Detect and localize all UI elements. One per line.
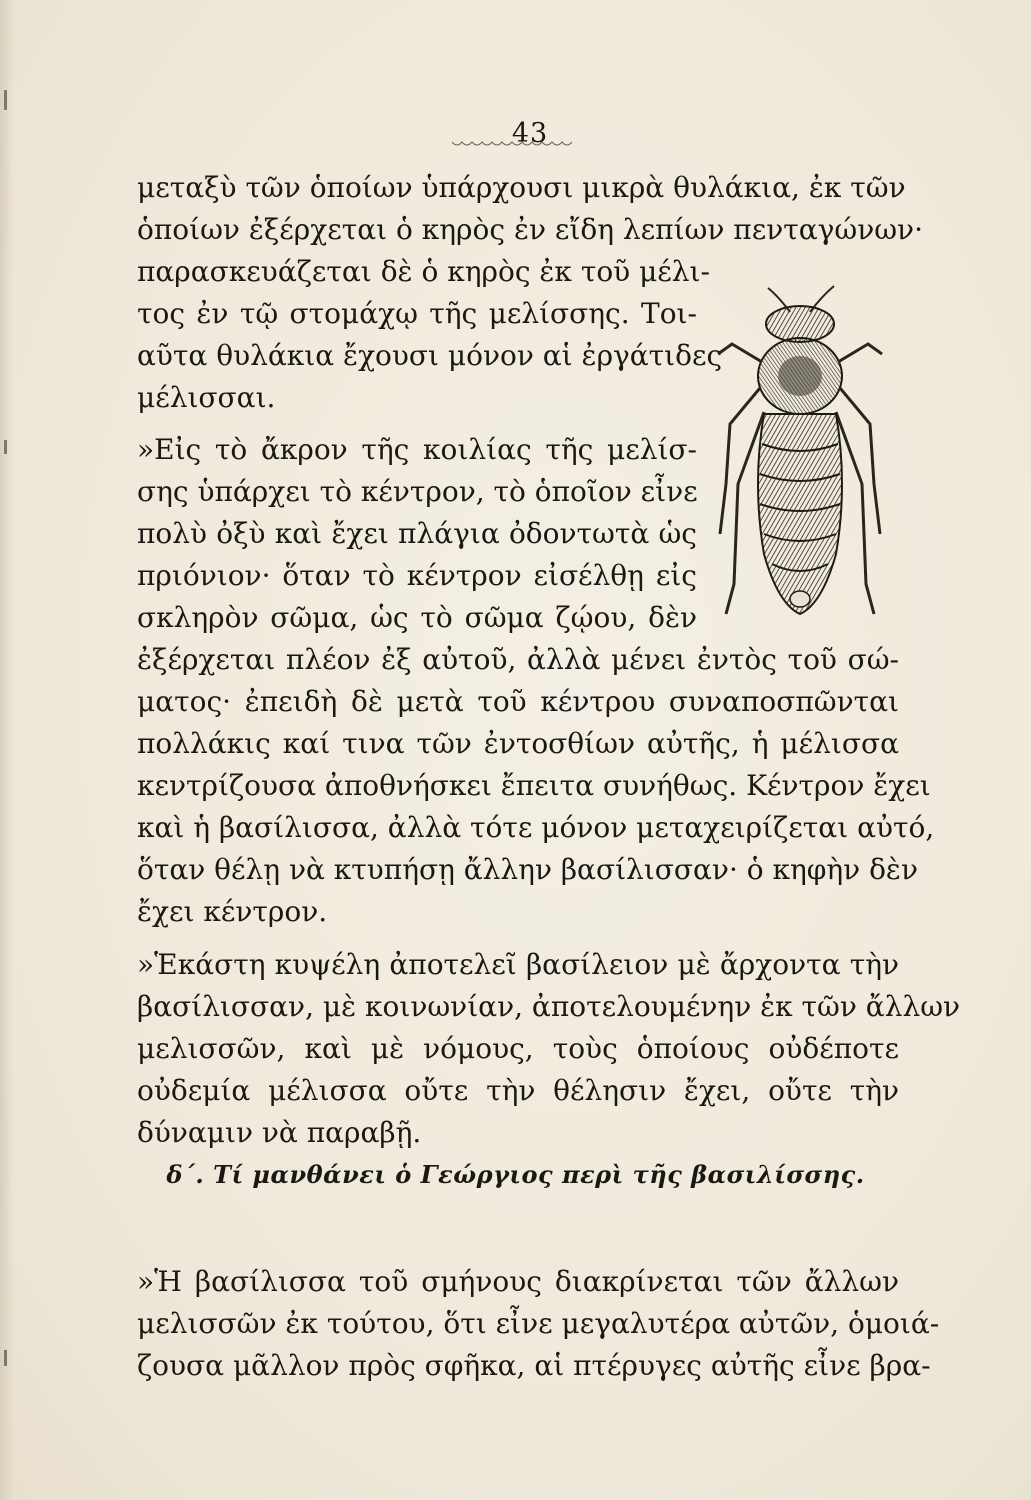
text-line: σκληρὸν σῶμα, ὡς τὸ σῶμα ζῴου, δὲν — [137, 601, 697, 634]
text-line: »Ἡ βασίλισσα τοῦ σμήνους διακρίνεται τῶν ἄλλων — [137, 1265, 899, 1298]
text-line: »Ἑκάστη κυψέλη ἀποτελεῖ βασίλειον μὲ ἄρχοντα τὴν — [137, 948, 899, 981]
text-line: πριόνιον· ὅταν τὸ κέντρον εἰσέλθῃ εἰς — [137, 559, 697, 592]
text-line: ἔχει κέντρον. — [137, 895, 328, 928]
text-line: μεταξὺ τῶν ὁποίων ὑπάρχουσι μικρὰ θυλάκια, ἐκ τῶν — [137, 171, 906, 204]
text-line: σης ὑπάρχει τὸ κέντρον, τὸ ὁποῖον εἶνε — [137, 475, 698, 508]
text-line: δύναμιν νὰ παραβῇ. — [137, 1116, 422, 1149]
edge-mark — [4, 1350, 7, 1366]
page-edge-shadow — [0, 0, 14, 1500]
text-line: μέλισσαι. — [137, 381, 276, 414]
text-line: ζουσα μᾶλλον πρὸς σφῆκα, αἱ πτέρυγες αὐτῆς εἶνε βρα- — [137, 1349, 931, 1382]
text-line: αῦτα θυλάκια ἔχουσι μόνον αἱ ἐργάτιδες — [137, 339, 723, 372]
text-line: βασίλισσαν, μὲ κοινωνίαν, ἀποτελουμένην ἐκ τῶν ἄλλων — [137, 990, 961, 1023]
edge-mark — [4, 90, 7, 110]
section-heading: δ΄. Τί μανθάνει ὁ Γεώργιος περὶ τῆς βασιλίσσης. — [166, 1160, 865, 1189]
text-line: ματος· ἐπειδὴ δὲ μετὰ τοῦ κέντρου συναποσπῶνται — [137, 685, 899, 718]
text-line: καὶ ἡ βασίλισσα, ἀλλὰ τότε μόνον μεταχειρίζεται αὐτό, — [137, 811, 935, 844]
page-number: 43 — [511, 118, 549, 149]
text-line: πολλάκις καί τινα τῶν ἐντοσθίων αὐτῆς, ἡ μέλισσα — [137, 727, 899, 760]
text-line: πολὺ ὀξὺ καὶ ἔχει πλάγια ὀδοντωτὰ ὡς — [137, 517, 697, 550]
text-line: κεντρίζουσα ἀποθνήσκει ἔπειτα συνήθως. Κέντρον ἔχει — [137, 769, 931, 802]
bee-illustration — [712, 284, 888, 624]
text-line: ἐξέρχεται πλέον ἐξ αὐτοῦ, ἀλλὰ μένει ἐντὸς τοῦ σώ- — [137, 643, 899, 676]
text-line: παρασκευάζεται δὲ ὁ κηρὸς ἐκ τοῦ μέλι- — [137, 255, 710, 288]
text-line: οὐδεμία μέλισσα οὔτε τὴν θέλησιν ἔχει, οὔτε τὴν — [137, 1074, 899, 1107]
edge-mark — [4, 440, 7, 454]
text-line: ὅταν θέλῃ νὰ κτυπήσῃ ἄλλην βασίλισσαν· ὁ κηφὴν δὲν — [137, 853, 918, 886]
text-line: »Εἰς τὸ ἄκρον τῆς κοιλίας τῆς μελίσ- — [137, 433, 697, 466]
text-line: τος ἐν τῷ στομάχῳ τῆς μελίσσης. Τοι- — [137, 297, 697, 330]
text-line: μελισσῶν, καὶ μὲ νόμους, τοὺς ὁποίους οὐδέποτε — [137, 1032, 899, 1065]
text-line: ὁποίων ἐξέρχεται ὁ κηρὸς ἐν εἴδη λεπίων πενταγώνων· — [137, 213, 923, 246]
text-line: μελισσῶν ἐκ τούτου, ὅτι εἶνε μεγαλυτέρα αὐτῶν, ὁμοιά- — [137, 1307, 940, 1340]
page-number-ornament — [450, 138, 580, 150]
